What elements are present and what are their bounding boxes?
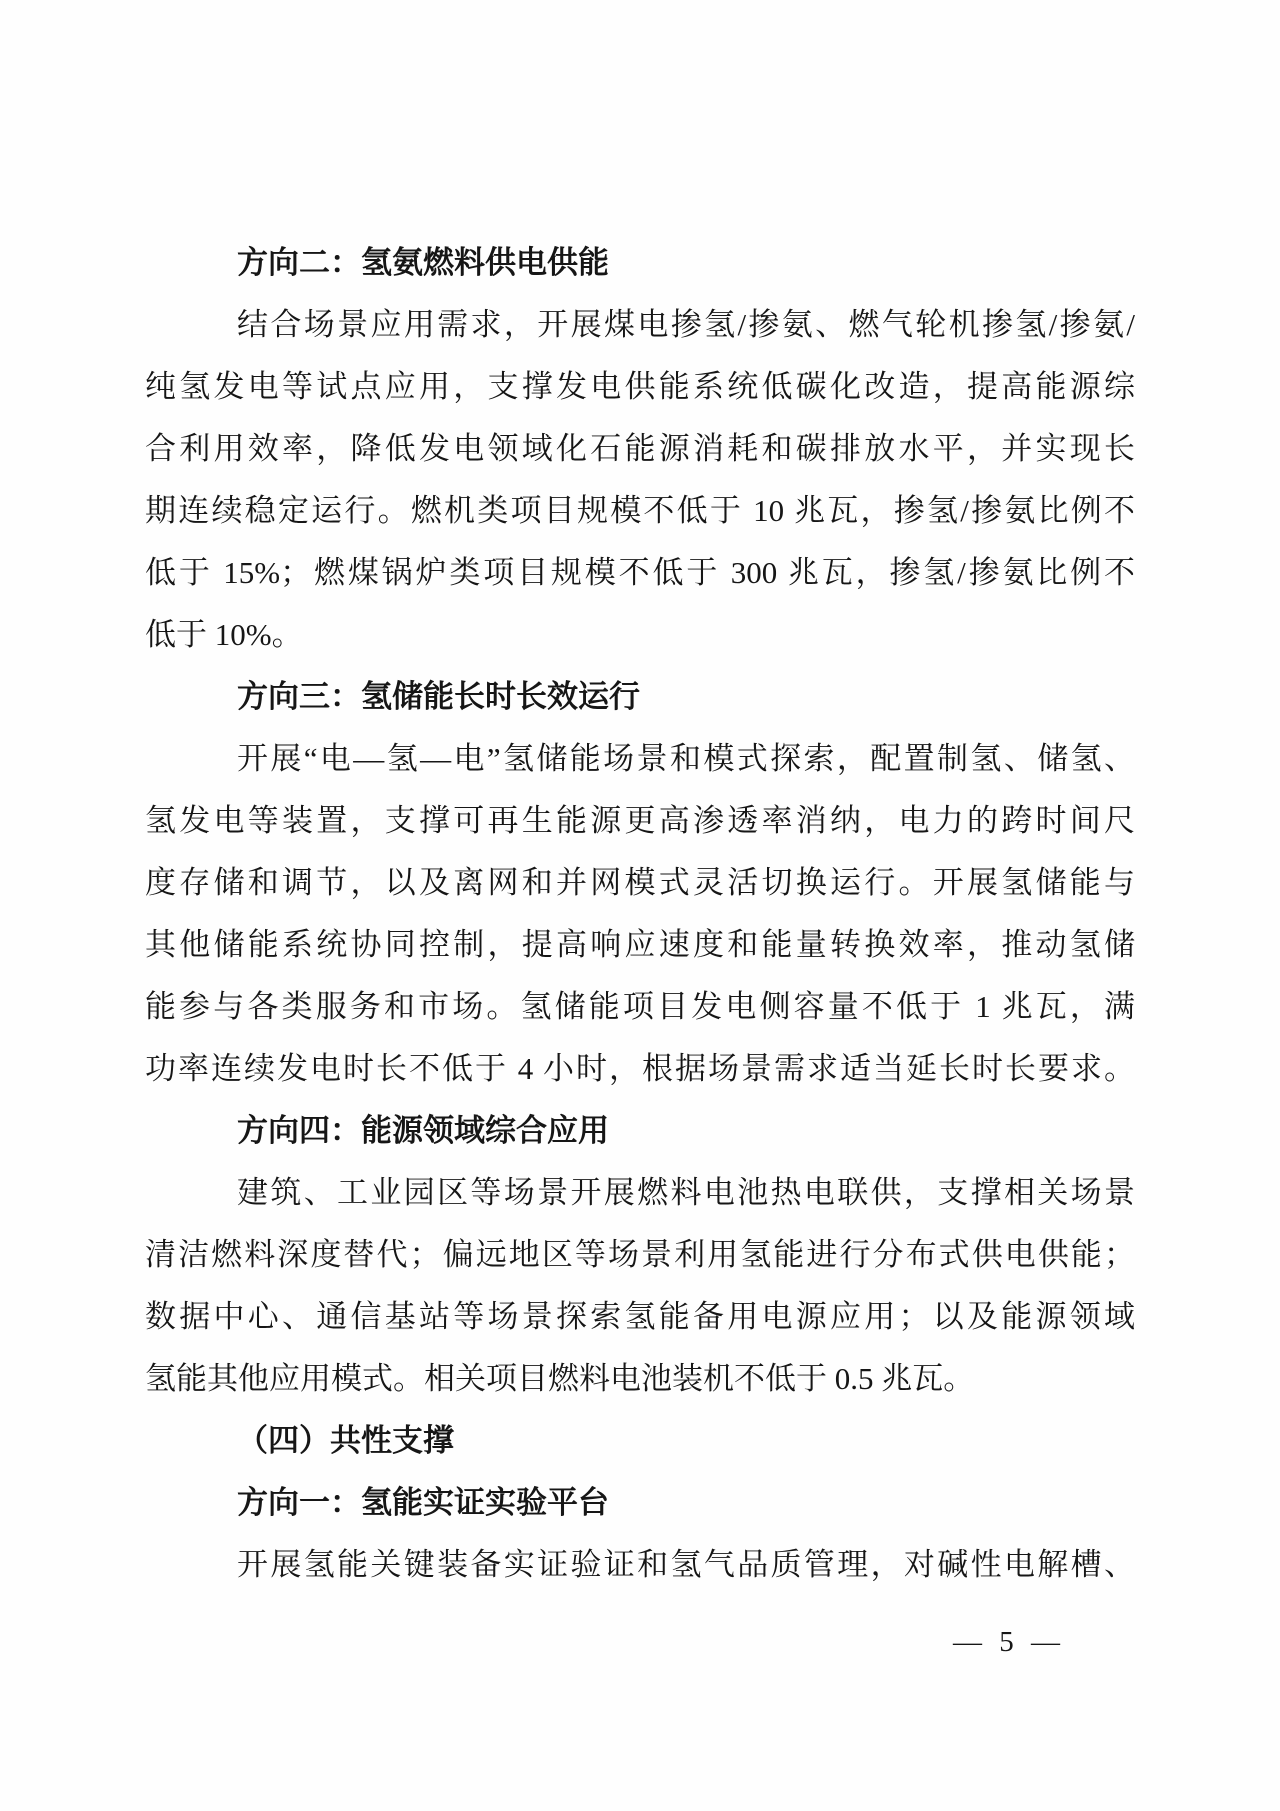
page-number-footer: — 5 — [953, 1626, 1060, 1658]
paragraph-line: 开展氢能关键装备实证验证和氢气品质管理，对碱性电解槽、 [237, 1547, 1135, 1582]
heading-direction-1: 方向一：氢能实证实验平台 [237, 1485, 609, 1520]
paragraph-line: 低于 10%。 [145, 617, 303, 652]
paragraph-line: 期连续稳定运行。燃机类项目规模不低于 10 兆瓦，掺氢/掺氨比例不 [145, 493, 1135, 528]
paragraph-line: 功率连续发电时长不低于 4 小时，根据场景需求适当延长时长要求。 [145, 1051, 1135, 1086]
paragraph-line: 氢能其他应用模式。相关项目燃料电池装机不低于 0.5 兆瓦。 [145, 1361, 975, 1396]
paragraph-line: 能参与各类服务和市场。氢储能项目发电侧容量不低于 1 兆瓦，满 [145, 989, 1135, 1024]
heading-direction-2: 方向二：氢氨燃料供电供能 [237, 245, 609, 280]
paragraph-line: 氢发电等装置，支撑可再生能源更高渗透率消纳，电力的跨时间尺 [145, 803, 1135, 838]
paragraph-line: 清洁燃料深度替代；偏远地区等场景利用氢能进行分布式供电供能； [145, 1237, 1135, 1272]
paragraph-line: 其他储能系统协同控制，提高响应速度和能量转换效率，推动氢储 [145, 927, 1135, 962]
heading-direction-3: 方向三：氢储能长时长效运行 [237, 679, 640, 714]
paragraph-line: 度存储和调节，以及离网和并网模式灵活切换运行。开展氢储能与 [145, 865, 1135, 900]
heading-section-4-common-support: （四）共性支撑 [237, 1423, 454, 1458]
paragraph-line: 纯氢发电等试点应用，支撑发电供能系统低碳化改造，提高能源综 [145, 369, 1135, 404]
paragraph-line: 结合场景应用需求，开展煤电掺氢/掺氨、燃气轮机掺氢/掺氨/ [237, 307, 1135, 342]
paragraph-line: 数据中心、通信基站等场景探索氢能备用电源应用；以及能源领域 [145, 1299, 1135, 1334]
paragraph-line: 开展“电—氢—电”氢储能场景和模式探索，配置制氢、储氢、 [237, 741, 1135, 776]
paragraph-line: 建筑、工业园区等场景开展燃料电池热电联供，支撑相关场景 [237, 1175, 1135, 1210]
paragraph-line: 合利用效率，降低发电领域化石能源消耗和碳排放水平，并实现长 [145, 431, 1135, 466]
document-body [145, 232, 1135, 1596]
heading-direction-4: 方向四：能源领域综合应用 [237, 1113, 609, 1148]
paragraph-line: 低于 15%；燃煤锅炉类项目规模不低于 300 兆瓦，掺氢/掺氨比例不 [145, 555, 1135, 590]
